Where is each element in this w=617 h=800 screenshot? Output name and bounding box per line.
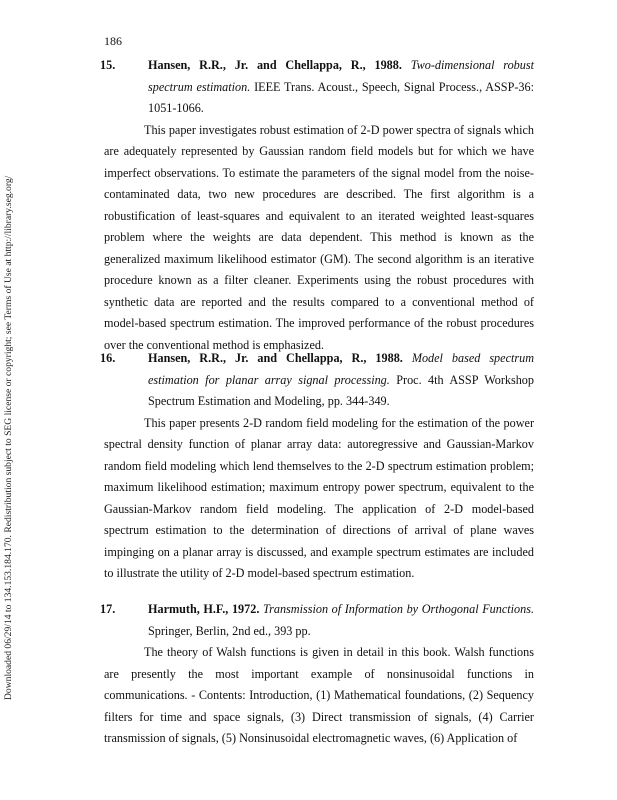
entry-number: 17. — [100, 602, 116, 616]
page-number: 186 — [104, 34, 122, 48]
authors: Hansen, R.R., Jr. and Chellappa, R., 1988. — [148, 351, 403, 365]
reference-entry-15 — [100, 55, 535, 356]
entry-number: 15. — [100, 58, 116, 72]
citation — [100, 599, 534, 642]
source: Proc. 4th ASSP Workshop Spectrum Estimation and Modeling, pp. 344-349. — [148, 372, 534, 408]
title: Transmission of Information by Orthogonal Functions. — [263, 602, 534, 616]
authors: Hansen, R.R., Jr. and Chellappa, R., 1988. — [148, 58, 402, 72]
reference-entry-17 — [100, 599, 534, 750]
source: Springer, Berlin, 2nd ed., 393 pp. — [148, 623, 311, 638]
citation — [100, 55, 535, 120]
reference-entry-16 — [100, 348, 534, 585]
authors: Harmuth, H.F., 1972. — [148, 602, 260, 616]
title: Model based spectrum estimation for planar array signal processing. — [148, 351, 534, 387]
citation — [100, 348, 534, 413]
entry-number: 16. — [100, 351, 116, 365]
abstract: This paper presents 2-D random field modeling for the estimation of the power spectral density function of planar array data: autoregressive and Gaussian-Markov random field modeling which lend themselves to the 2-D spectrum estimation problem; maximum likelihood estimation; maximum entropy power spectrum, equivalent to the Gaussian-Markov random field modeling. The application of 2-D model-based spectrum estimation to the determination of directions of arrival of plane waves impinging on a planar array is discussed, and example spectrum estimates are included to illustrate the utility of 2-D model-based spectrum estimation. — [104, 415, 534, 580]
abstract: The theory of Walsh functions is given in detail in this book. Walsh functions are presently the most important example of nonsinusoidal functions in communications. - Contents: Introduction, (1) Mathematical foundations, (2) Sequency filters for time and space signals, (3) Direct transmission of signals, (4) Carrier transmission of signals, (5) Nonsinusoidal electromagnetic waves, (6) Application of — [104, 645, 534, 745]
download-notice: Downloaded 06/29/14 to 134.153.184.170. Redistribution subject to SEG license or copyright; see Terms of Use at http://library.seg.org/ — [3, 175, 14, 700]
title: Two-dimensional robust spectrum estimation. — [148, 58, 535, 94]
abstract: This paper investigates robust estimation of 2-D power spectra of signals which are adequately represented by Gaussian random field models but for which we have imperfect observations. To estimate the parameters of the signal model from the noise-contaminated data, two new procedures are described. The first algorithm is a robustification of least-squares and equivalent to an iterated weighted least-squares problem where the weights are data dependent. This method is known as the generalized maximum likelihood estimator (GM). The second algorithm is an iterative procedure known as a filter cleaner. Experiments using the robust procedures with synthetic data are reported and the results compared to a conventional method of model-based spectrum estimation. The improved performance of the robust procedures over the conventional method is emphasized. — [104, 122, 534, 352]
source: IEEE Trans. Acoust., Speech, Signal Process., ASSP-36: 1051-1066. — [148, 79, 534, 115]
